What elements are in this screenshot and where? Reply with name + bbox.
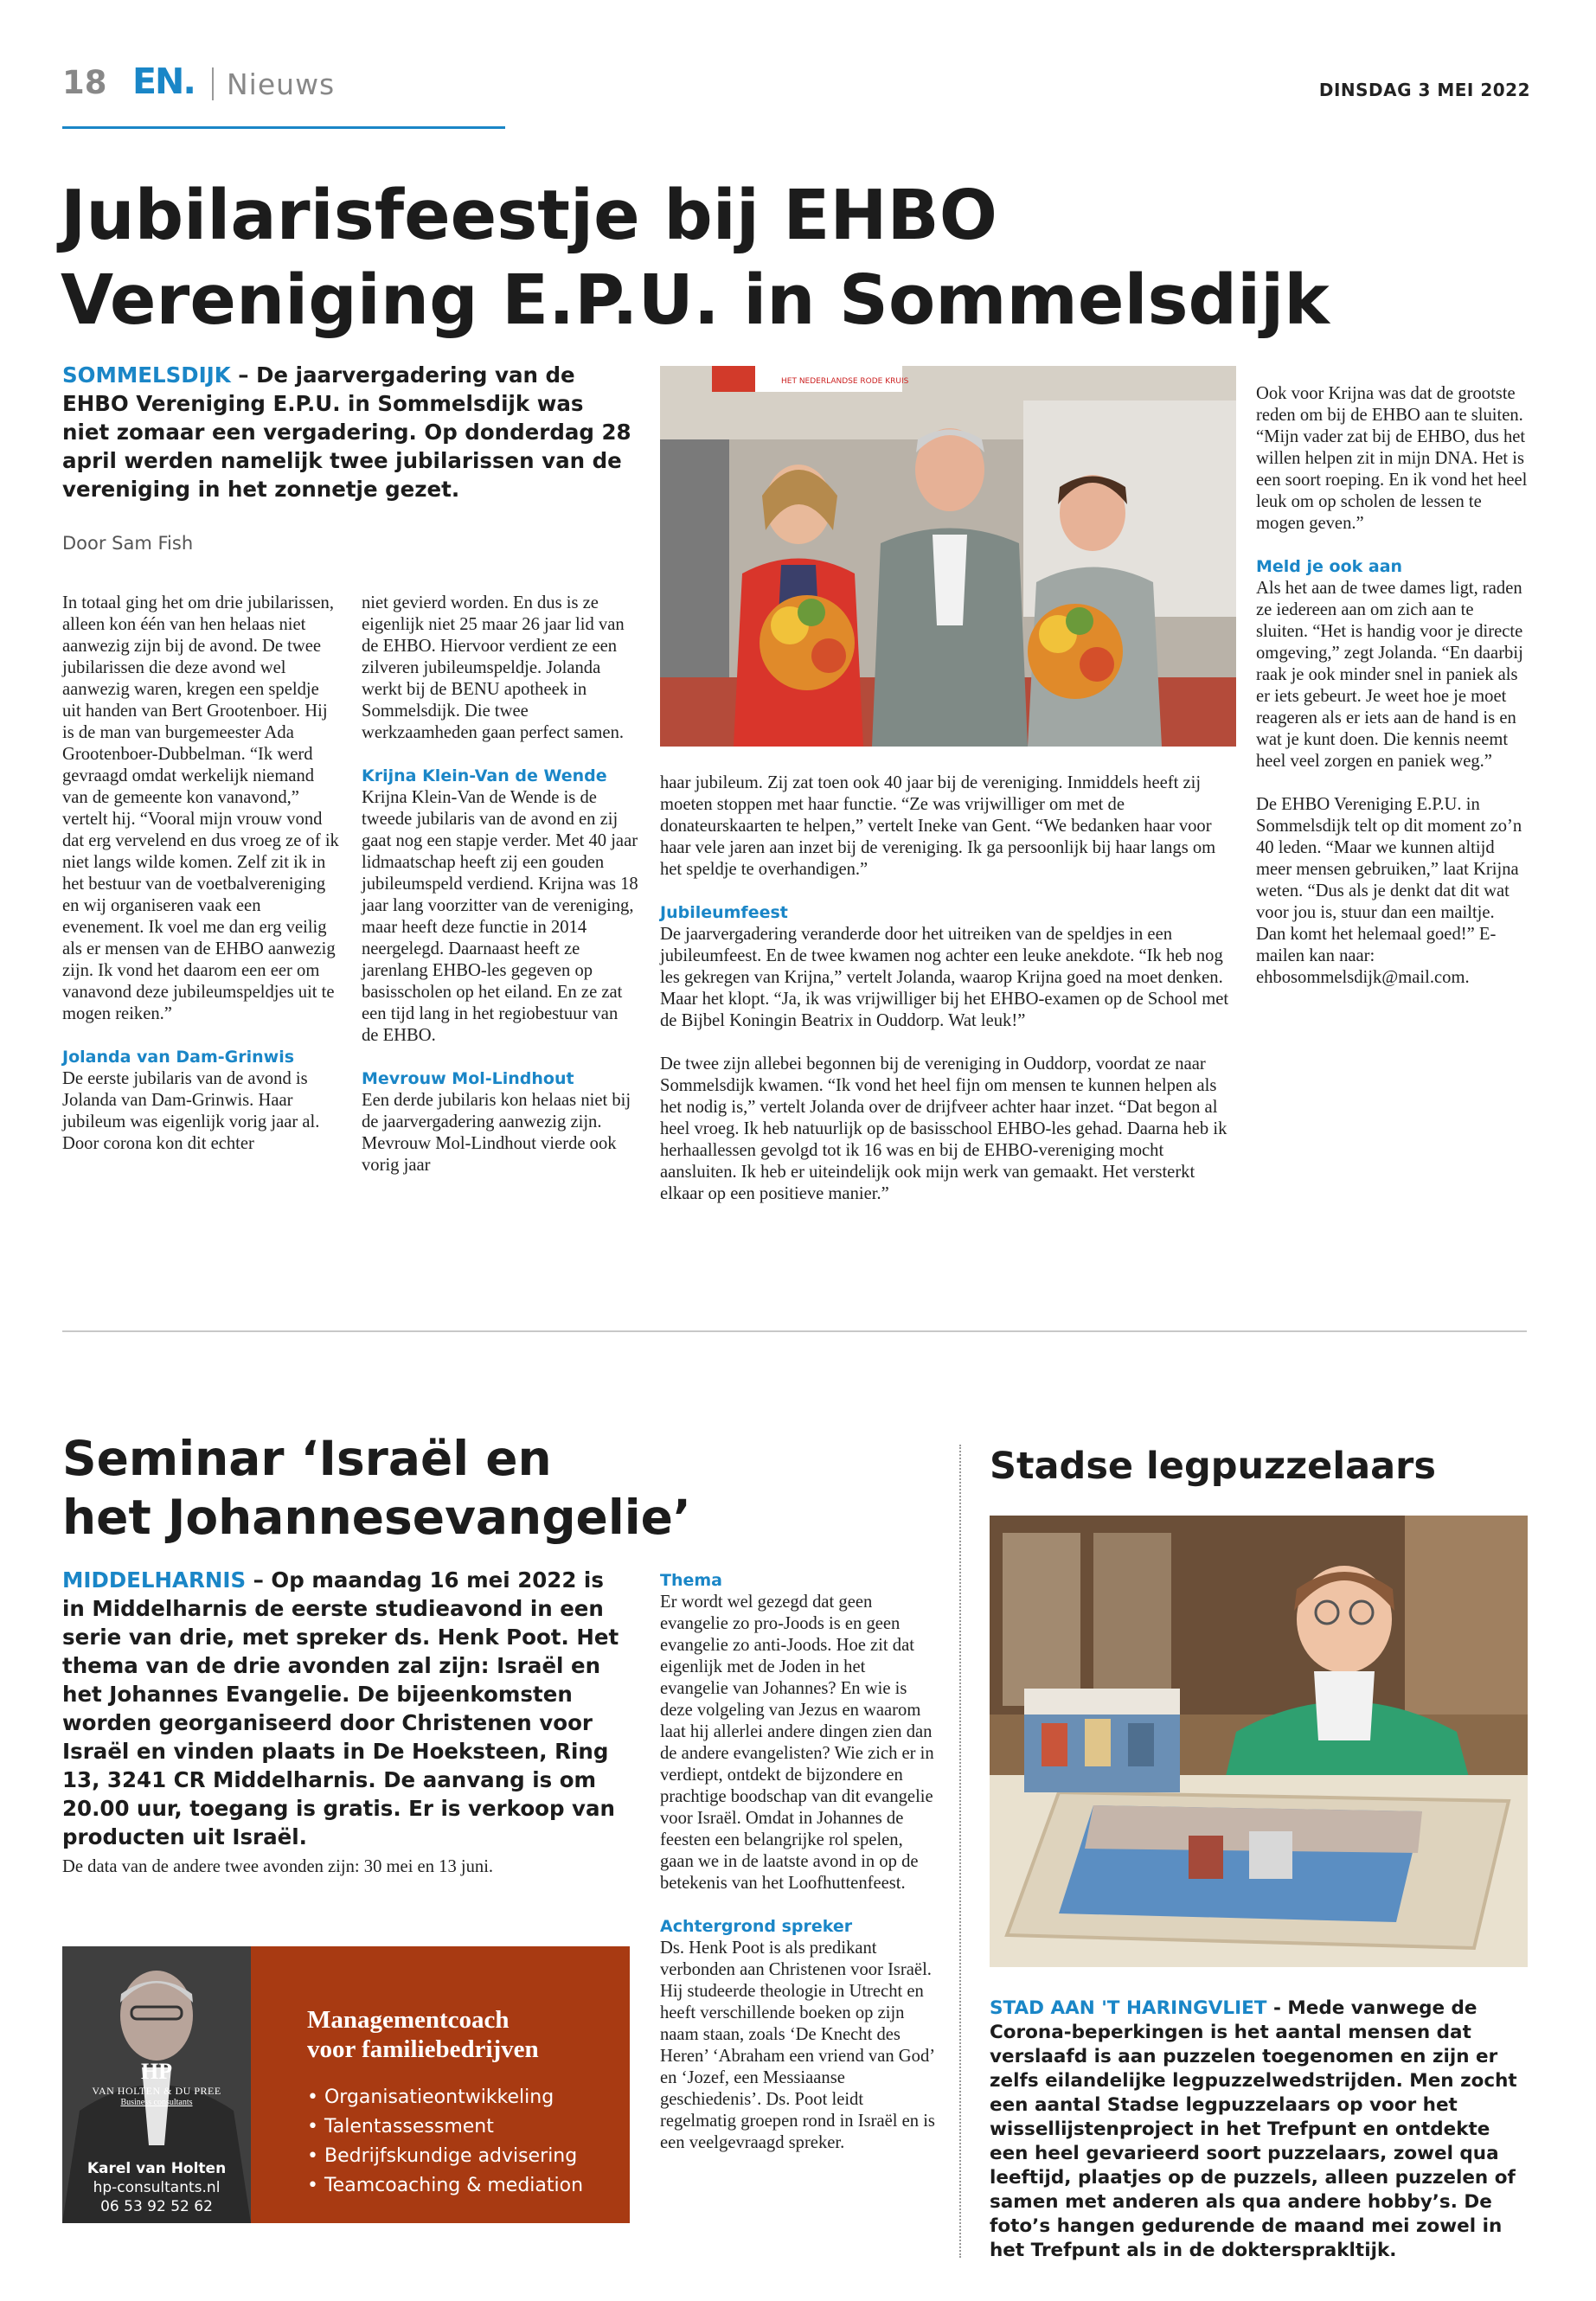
article2-note: De data van de andere twee avonden zijn: 30 mei en 13 juni.: [62, 1857, 494, 1876]
article1-column-1: In totaal ging het om drie jubilarissen, alleen kon één van hen helaas niet aanwezig zijn bij de avond. De twee jubilarissen die deze avond wel aanwezig waren, kregen een speldje uit handen van Bert Grootenboer. Hij is de man van burgemeester Ada Grootenboer-Dubbelman. “Ik werd gevraagd omdat werkelijk niemand van de gemeente kon vanavond,” vertelt hij. “Vooral mijn vrouw vond dat erg vervelend en dus vroeg ze of ik niet langs wilde komen. Zelf zit ik in het bestuur van de voetbalvereniging en wij organiseren vaak een evenement. Ik voel me dan erg veilig als er mensen van de EHBO aanwezig zijn. Ik vond het daarom een eer om vanavond deze jubileumspeldjes uit te mogen reiken.” Jolanda van Dam-Grinwis De eerste jubilaris van de avond is Jolanda van Dam-Grinwis. Haar jubileum was eigenlijk vorig jaar al. Door corona kon dit echter: [62, 593, 339, 1153]
article2-title: Seminar ‘Israël en het Johannesevangelie’: [62, 1431, 691, 1545]
header-separator: [212, 67, 214, 100]
subheading-jolanda: Jolanda van Dam-Grinwis: [62, 1048, 295, 1067]
article3-lead: STAD AAN 'T HARINGVLIET - Mede vanwege de Corona-beperkingen is het aantal mensen dat verslaafd is aan puzzelen toegenomen en zijn er zelfs eilandelijke legpuzzelwedstrijden. Men zocht een aantal Stadse legpuzzelaars op voor het wissellijstenproject in het Trefpunt en ontdekte een heel gevarieerd soort puzzelaars, zowel qua leeftijd, plaatjes op de puzzels, alleen puzzelen of samen met anderen als qua andere hobby’s. De foto’s hangen gedurende de maand mei zowel in het Trefpunt als in de doktersprakltijk.: [990, 1997, 1517, 2261]
ad-service-item: • Organisatieontwikkeling: [307, 2086, 554, 2108]
section-label[interactable]: Nieuws: [227, 67, 336, 101]
subheading-krijna: Krijna Klein-Van de Wende: [362, 766, 607, 785]
article2-location: MIDDELHARNIS: [62, 1567, 247, 1593]
article1-column-4: Ook voor Krijna was dat de grootste reden om bij de EHBO aan te sluiten. “Mijn vader zat bij de EHBO, dus het willen helpen zit in mijn DNA. Het is een soort roeping. En ik vond het heel leuk om op scholen de lessen te mogen geven.” Meld je ook aan Als het aan de twee dames ligt, raden ze iedereen aan om zich aan te sluiten. “Het is handig voor je directe omgeving,” zegt Jolanda. “En daarbij raak je ook minder snel in paniek als er iets gebeurt. Je weet hoe je moet reageren als er iets aan de hand is en wat je kunt doen. Die kennis neemt heel veel zorgen en paniek weg.” De EHBO Vereniging E.P.U. in Sommelsdijk telt op dit moment zo’n 40 leden. “Maar we kunnen altijd meer mensen gebruiken,” laat Krijna weten. “Dus als je denkt dat dit wat voor jou is, stuur dan een mailtje. Dan komt het helemaal goed!” E-mailen kan naar: ehbosommelsdijk@mail.com.: [1256, 384, 1528, 987]
ad-service-item: • Teamcoaching & mediation: [307, 2175, 584, 2196]
ad-title: Managementcoach voor familiebedrijven: [307, 2006, 539, 2063]
column-separator: [959, 1445, 961, 2258]
article1-lead: SOMMELSDIJK – De jaarvergadering van de EHBO Vereniging E.P.U. in Sommelsdijk was niet zomaar een vergadering. Op donderdag 28 april werden namelijk twee jubilarissen van de vereniging in het zonnetje gezet.: [62, 362, 631, 502]
article1-byline: Door Sam Fish: [62, 533, 194, 554]
ad-service-item: • Bedrijfskundige advisering: [307, 2145, 578, 2167]
ad-contact: [62, 2159, 251, 2216]
ad-company: VAN HOLTEN & DU PREE: [92, 2085, 221, 2097]
photo-banner-text: HET NEDERLANDSE RODE KRUIS: [781, 377, 909, 386]
header-accent-line: [62, 126, 505, 129]
subheading-thema: Thema: [660, 1571, 722, 1590]
article1-photo: [660, 366, 1236, 747]
ad-phone[interactable]: 06 53 92 52 62: [100, 2198, 213, 2215]
ad-service-item: • Talentassessment: [307, 2116, 494, 2138]
publication-logo[interactable]: EN.: [132, 61, 195, 102]
ad-branding: [62, 2059, 251, 2107]
subheading-achtergrond-spreker: Achtergrond spreker: [660, 1917, 853, 1936]
article1-title: Jubilarisfeestje bij EHBO Vereniging E.P.U. in Sommelsdijk: [61, 176, 1330, 340]
ad-logo-initials: HP: [140, 2059, 173, 2084]
ad-person-name: Karel van Holten: [87, 2160, 227, 2177]
page-number: 18: [62, 64, 107, 101]
ad-website[interactable]: hp-consultants.nl: [93, 2179, 221, 2196]
subheading-jubileumfeest: Jubileumfeest: [660, 903, 788, 922]
issue-date: DINSDAG 3 MEI 2022: [1318, 80, 1530, 100]
ad-services-list: [307, 2083, 619, 2201]
subheading-meld-je-aan: Meld je ook aan: [1256, 557, 1403, 576]
article1-column-2: niet gevierd worden. En dus is ze eigenlijk niet 25 maar 26 jaar lid van de EHBO. Hiervoor verdient ze een zilveren jubileumspeldje. Jolanda werkt bij de BENU apotheek in Sommelsdijk. Die twee werkzaamheden gaan perfect samen. Krijna Klein-Van de Wende Krijna Klein-Van de Wende is de tweede jubilaris van de avond en zij gaat nog een stapje verder. Met 40 jaar lidmaatschap heeft zij een gouden jubileumspeld verdiend. Krijna was 18 jaar lang voorzitter van de vereniging, maar heeft deze functie in 2014 neergelegd. Daarnaast heeft ze jarenlang EHBO-les gegeven op basisscholen op het eiland. En ze zat een tijd lang in het regiobestuur van de EHBO. Mevrouw Mol-Lindhout Een derde jubilaris kon helaas niet bij de jaarvergadering aanwezig zijn. Mevrouw Mol-Lindhout vierde ook vorig jaar: [362, 593, 638, 1175]
ad-company-sub: Business consultants: [120, 2098, 193, 2107]
article2-lead: MIDDELHARNIS – Op maandag 16 mei 2022 is in Middelharnis de eerste studieavond in een serie van drie, met spreker ds. Henk Poot. Het thema van de drie avonden zal zijn: Israël en het Johannes Evangelie. De bijeenkomsten worden georganiseerd door Christenen voor Israël en vinden plaats in De Hoeksteen, Ring 13, 3241 CR Middelharnis. De aanvang is om 20.00 uur, toegang is gratis. Er is verkoop van producten uit Israël.: [62, 1567, 619, 1849]
subheading-mol-lindhout: Mevrouw Mol-Lindhout: [362, 1069, 574, 1088]
article1-location: SOMMELSDIJK: [62, 362, 231, 388]
article3-photo: [990, 1516, 1528, 1967]
article2-column-2: Thema Er wordt wel gezegd dat geen evangelie zo pro-Joods is en geen evangelie zo anti-Joods. Hoe zit dat eigenlijk met de Joden in het evangelie van Johannes? En wie is deze volgeling van Jezus en waarom laat hij allerlei andere dingen zien dan de andere evangelisten? Wie zich er in verdiept, ontdekt de bijzondere en prachtige boodschap van dit evangelie voor Israël. Omdat in Johannes de feesten een belangrijke rol spelen, gaan we in de laatste avond in op de betekenis van het Loofhuttenfeest. Achtergrond spreker Ds. Henk Poot is als predikant verbonden aan Christenen voor Israël. Hij studeerde theologie in Utrecht en heeft verschillende boeken op zijn naam staan, zoals ‘De Knecht des Heren’ ‘Abraham een vriend van God’ en ‘Jozef, een Messiaanse geschiedenis’. Ds. Poot leidt regelmatig groepen rond in Israël en is een veelgevraagd spreker.: [660, 1570, 937, 2154]
article1-column-3: haar jubileum. Zij zat toen ook 40 jaar bij de vereniging. Inmiddels heeft zij moeten stoppen met haar functie. “Ze was vrijwilliger om met de donateurskaarten te helpen,” vertelt Ineke van Gent. “We bedanken haar voor haar vele jaren aan inzet bij de vereniging. Ik ga persoonlijk bij haar langs om het speldje te overhandigen.” Jubileumfeest De jaarvergadering veranderde door het uitreiken van de speldjes in een jubileumfeest. En de twee kwamen nog achter een leuke anekdote. “Ik heb nog les gekregen van Krijna,” vertelt Jolanda, waarop Krijna goed na moet denken. Maar het klopt. “Ja, ik was vrijwilliger bij het EHBO-examen op de School met de Bijbel Koningin Beatrix in Ouddorp. Wat leuk!” De twee zijn allebei begonnen bij de vereniging in Ouddorp, voordat ze naar Sommelsdijk kwamen. “Ik vond het heel fijn om mensen te kunnen helpen als het nodig is,” vertelt Jolanda over de drijfveer achter haar inzet. “Dat begon al heel vroeg. Ik heb natuurlijk op de basisschool EHBO-les gehad. Daarna heb ik herhaallessen gevolgd tot ik 16 was en bij de EHBO-vereniging mocht aansluiten. Ik heb er uiteindelijk ook mijn werk van gemaakt. Het versterkt elkaar op een positieve manier.”: [660, 772, 1236, 1205]
article-separator: [62, 1330, 1527, 1332]
article3-title: Stadse legpuzzelaars: [990, 1445, 1436, 1488]
article3-location: STAD AAN 'T HARINGVLIET: [990, 1997, 1267, 2019]
